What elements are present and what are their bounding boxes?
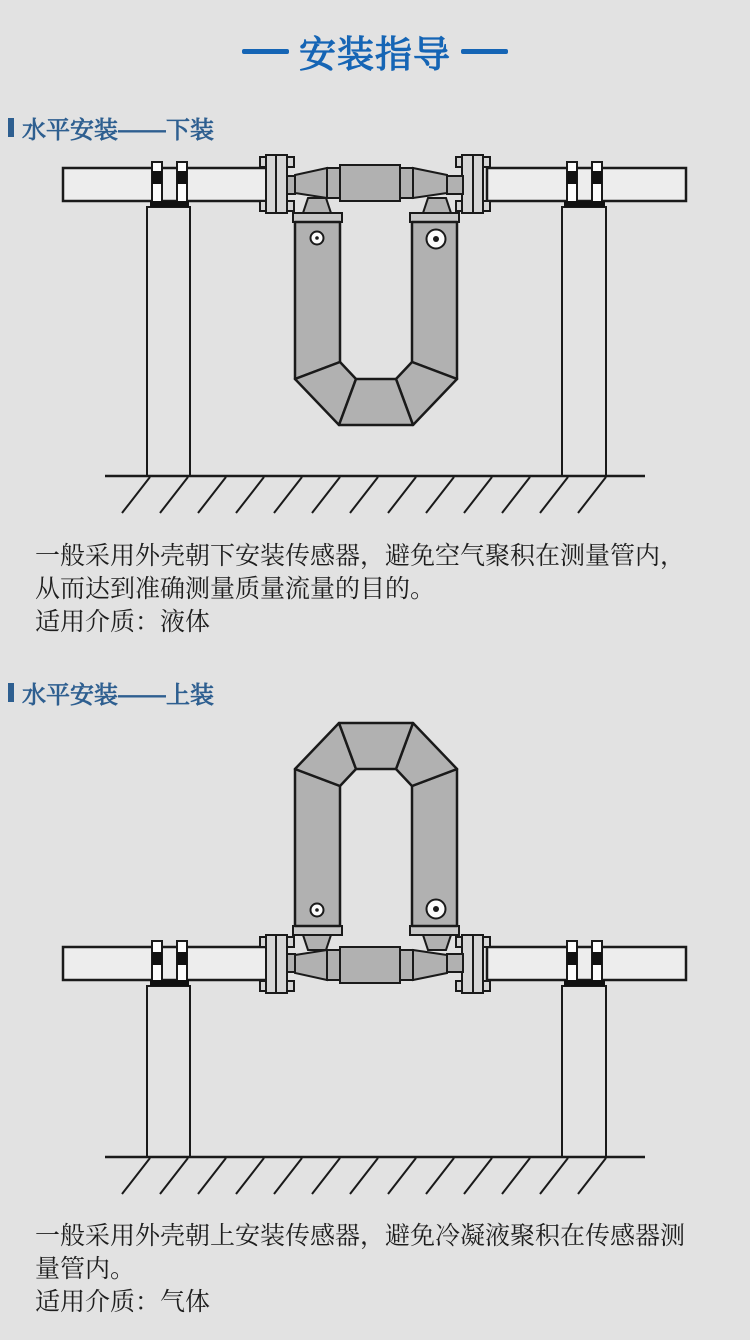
sensor-case-u-tube <box>293 213 459 425</box>
manifold-neck-left <box>303 935 331 950</box>
title-dash-right <box>461 49 508 54</box>
flowmeter-case-up-diagram <box>0 700 750 1200</box>
support-pillar-left <box>147 986 190 1157</box>
case-mount-plate-left <box>293 213 342 222</box>
pipe-left <box>63 947 267 980</box>
support-pillar-left <box>147 207 190 476</box>
manifold-neck-right <box>423 198 451 213</box>
case-leg-left <box>295 769 340 926</box>
description-line: 适用介质：气体 <box>35 1288 211 1316</box>
description-line: 一般采用外壳朝上安装传感器，避免冷凝液聚积在传感器测 <box>35 1222 686 1250</box>
description-bottom-mount <box>35 540 725 639</box>
case-mount-plate-left <box>293 926 342 935</box>
case-leg-left <box>295 222 340 379</box>
support-pillar-right <box>562 207 606 476</box>
page-title-text: 安装指导 <box>299 34 451 75</box>
case-mount-plate-right <box>410 926 459 935</box>
meter-body <box>287 165 463 213</box>
pipe-right <box>487 168 686 201</box>
pipe-left <box>63 168 267 201</box>
page-title <box>0 26 750 76</box>
section-heading-text: 水平安装——下装 <box>22 117 214 144</box>
case-mount-plate-right <box>410 213 459 222</box>
description-top-mount <box>35 1220 725 1319</box>
pipe-right <box>487 947 686 980</box>
description-line: 适用介质：液体 <box>35 608 211 636</box>
manifold-neck-left <box>303 198 331 213</box>
description-line: 一般采用外壳朝下安装传感器，避免空气聚积在测量管内， <box>35 542 686 570</box>
section-heading-bottom-mount <box>8 110 214 145</box>
flowmeter-case-down-diagram <box>0 150 750 526</box>
description-line: 从而达到准确测量质量流量的目的。 <box>35 575 436 603</box>
manifold-neck-right <box>423 935 451 950</box>
description-line: 量管内。 <box>35 1255 136 1283</box>
title-dash-left <box>242 49 289 54</box>
heading-accent-bar <box>8 118 14 137</box>
support-pillar-right <box>562 986 606 1157</box>
sensor-case-u-tube <box>293 723 459 935</box>
ground-hatching <box>122 1158 606 1194</box>
meter-body <box>287 935 463 983</box>
section-heading-text: 水平安装——上装 <box>22 682 214 709</box>
ground-hatching <box>122 477 606 513</box>
